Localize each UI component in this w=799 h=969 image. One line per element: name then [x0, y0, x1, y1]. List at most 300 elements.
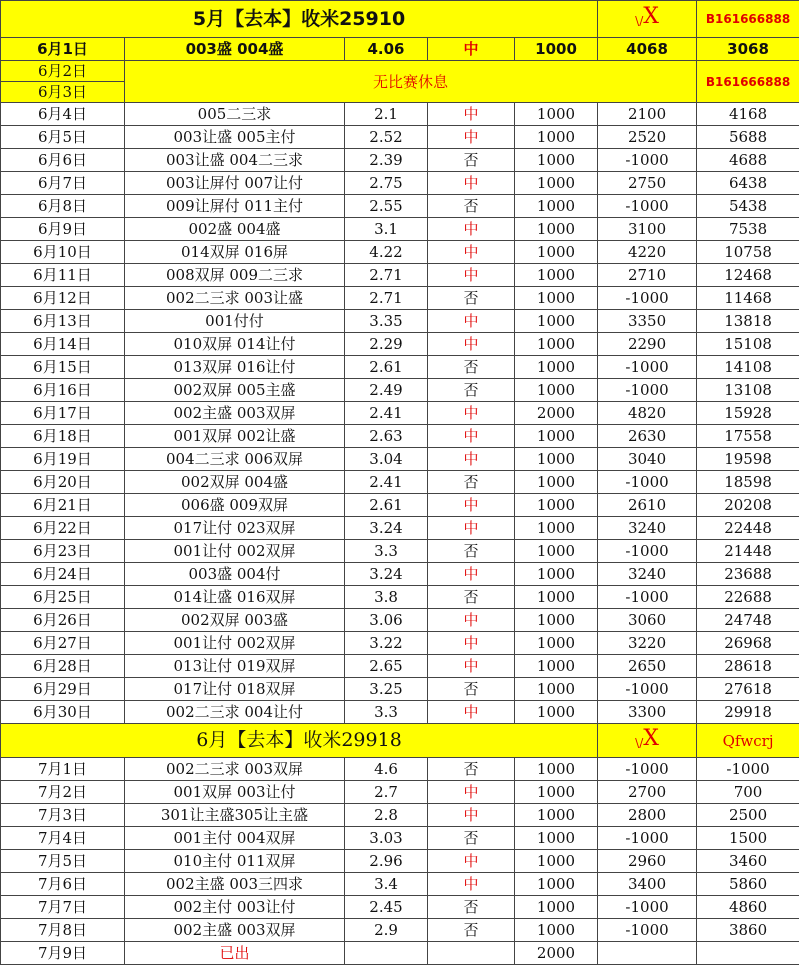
- profit-cell: 2960: [598, 850, 697, 873]
- date-cell: 6月9日: [1, 218, 125, 241]
- balance-cell: 22688: [697, 586, 799, 609]
- balance-cell: 4688: [697, 149, 799, 172]
- date-cell: 6月3日: [1, 82, 125, 103]
- odds-cell: 2.29: [345, 333, 428, 356]
- odds-cell: 2.49: [345, 379, 428, 402]
- balance-cell: 2500: [697, 804, 799, 827]
- stake-cell: 1000: [515, 448, 598, 471]
- date-cell: 6月22日: [1, 517, 125, 540]
- table-row: [1, 827, 799, 850]
- profit-cell: 4820: [598, 402, 697, 425]
- pick-cell: 已出: [125, 942, 345, 965]
- odds-cell: 3.03: [345, 827, 428, 850]
- profit-cell: 2710: [598, 264, 697, 287]
- result-cell: 否: [428, 586, 515, 609]
- table-row: [1, 103, 799, 126]
- stake-cell: 1000: [515, 356, 598, 379]
- balance-cell: 5438: [697, 195, 799, 218]
- profit-cell: -1000: [598, 586, 697, 609]
- result-cell: 否: [428, 471, 515, 494]
- stake-cell: 1000: [515, 609, 598, 632]
- pick-cell: 003让屏付 007让付: [125, 172, 345, 195]
- stake-cell: 2000: [515, 402, 598, 425]
- date-cell: 6月20日: [1, 471, 125, 494]
- profit-cell: -1000: [598, 827, 697, 850]
- result-cell: 中: [428, 804, 515, 827]
- pick-cell: 001让付 002双屏: [125, 540, 345, 563]
- odds-cell: 2.61: [345, 494, 428, 517]
- stake-cell: 1000: [515, 172, 598, 195]
- balance-cell: 7538: [697, 218, 799, 241]
- stake-cell: 1000: [515, 333, 598, 356]
- odds-cell: 2.65: [345, 655, 428, 678]
- odds-cell: 2.61: [345, 356, 428, 379]
- pending-row: [1, 942, 799, 965]
- result-cell: 中: [428, 632, 515, 655]
- pick-cell: 014双屏 016屏: [125, 241, 345, 264]
- date-cell: 7月9日: [1, 942, 125, 965]
- result-cell: 中: [428, 333, 515, 356]
- balance-cell: 3068: [697, 38, 799, 61]
- table-row: [1, 850, 799, 873]
- date-cell: 6月12日: [1, 287, 125, 310]
- stake-cell: 1000: [515, 919, 598, 942]
- pick-cell: 003盛 004付: [125, 563, 345, 586]
- result-cell: 中: [428, 172, 515, 195]
- odds-cell: 3.35: [345, 310, 428, 333]
- profit-cell: 2610: [598, 494, 697, 517]
- result-cell: 中: [428, 103, 515, 126]
- balance-cell: 13818: [697, 310, 799, 333]
- stake-cell: 1000: [515, 896, 598, 919]
- date-cell: 6月14日: [1, 333, 125, 356]
- june-title: 6月【去本】收米29918: [1, 724, 598, 758]
- odds-cell: 3.3: [345, 540, 428, 563]
- table-row: [1, 264, 799, 287]
- pick-cell: 013双屏 016让付: [125, 356, 345, 379]
- odds-cell: 3.24: [345, 563, 428, 586]
- table-row: [1, 287, 799, 310]
- table-row: [1, 218, 799, 241]
- table-row: [1, 896, 799, 919]
- odds-cell: 3.3: [345, 701, 428, 724]
- profit-cell: 3240: [598, 517, 697, 540]
- pick-cell: 002二三求 003双屏: [125, 758, 345, 781]
- balance-cell: 29918: [697, 701, 799, 724]
- balance-cell: 10758: [697, 241, 799, 264]
- pick-cell: 014让盛 016双屏: [125, 586, 345, 609]
- odds-cell: 2.52: [345, 126, 428, 149]
- date-cell: 6月30日: [1, 701, 125, 724]
- result-cell: 否: [428, 827, 515, 850]
- profit-cell: 3220: [598, 632, 697, 655]
- table-row: [1, 758, 799, 781]
- stake-cell: 1000: [515, 287, 598, 310]
- balance-cell: 5688: [697, 126, 799, 149]
- may-header-row: [1, 1, 799, 38]
- odds-cell: 2.71: [345, 264, 428, 287]
- pick-cell: 017让付 018双屏: [125, 678, 345, 701]
- balance-cell: 18598: [697, 471, 799, 494]
- profit-cell: 2100: [598, 103, 697, 126]
- table-row: [1, 586, 799, 609]
- table-row: [1, 149, 799, 172]
- pick-cell: 001主付 004双屏: [125, 827, 345, 850]
- odds-cell: 2.96: [345, 850, 428, 873]
- date-cell: 6月23日: [1, 540, 125, 563]
- stake-cell: 1000: [515, 701, 598, 724]
- date-cell: 7月7日: [1, 896, 125, 919]
- date-cell: 6月29日: [1, 678, 125, 701]
- date-cell: 6月16日: [1, 379, 125, 402]
- balance-cell: 26968: [697, 632, 799, 655]
- profit-cell: -1000: [598, 758, 697, 781]
- profit-cell: 3060: [598, 609, 697, 632]
- odds-cell: 2.7: [345, 781, 428, 804]
- table-row: [1, 781, 799, 804]
- may-code: B161666888: [697, 1, 799, 38]
- profit-cell: 3100: [598, 218, 697, 241]
- balance-cell: 21448: [697, 540, 799, 563]
- pick-cell: 008双屏 009二三求: [125, 264, 345, 287]
- balance-cell: 700: [697, 781, 799, 804]
- balance-cell: 12468: [697, 264, 799, 287]
- balance-cell: 4860: [697, 896, 799, 919]
- date-cell: 6月18日: [1, 425, 125, 448]
- pick-cell: 010双屏 014让付: [125, 333, 345, 356]
- odds-cell: 2.63: [345, 425, 428, 448]
- result-cell: 中: [428, 218, 515, 241]
- result-cell: 否: [428, 149, 515, 172]
- result-cell: 否: [428, 356, 515, 379]
- stake-cell: 1000: [515, 873, 598, 896]
- table-row: [1, 655, 799, 678]
- stake-cell: 1000: [515, 781, 598, 804]
- profit-cell: 3040: [598, 448, 697, 471]
- profit-cell: 3400: [598, 873, 697, 896]
- may-title: 5月【去本】收米25910: [1, 1, 598, 38]
- stake-cell: 1000: [515, 758, 598, 781]
- stake-cell: 1000: [515, 850, 598, 873]
- pick-cell: 001付付: [125, 310, 345, 333]
- balance-cell: 15928: [697, 402, 799, 425]
- pick-cell: 005二三求: [125, 103, 345, 126]
- stake-cell: 1000: [515, 632, 598, 655]
- profit-cell: -1000: [598, 379, 697, 402]
- result-cell: 否: [428, 758, 515, 781]
- table-row: [1, 126, 799, 149]
- result-cell: 中: [428, 655, 515, 678]
- table-row: [1, 425, 799, 448]
- profit-cell: 2700: [598, 781, 697, 804]
- stake-cell: 1000: [515, 655, 598, 678]
- table-row: [1, 609, 799, 632]
- result-cell: 否: [428, 379, 515, 402]
- result-cell: 否: [428, 287, 515, 310]
- date-cell: 6月10日: [1, 241, 125, 264]
- date-cell: 6月26日: [1, 609, 125, 632]
- pick-cell: 002盛 004盛: [125, 218, 345, 241]
- balance-cell: [697, 942, 799, 965]
- balance-cell: 28618: [697, 655, 799, 678]
- stake-cell: 1000: [515, 379, 598, 402]
- stake-cell: 1000: [515, 103, 598, 126]
- result-cell: 否: [428, 919, 515, 942]
- table-row: [1, 701, 799, 724]
- profit-cell: 2750: [598, 172, 697, 195]
- balance-cell: 3860: [697, 919, 799, 942]
- result-cell: 中: [428, 402, 515, 425]
- stake-cell: 1000: [515, 678, 598, 701]
- profit-cell: 3350: [598, 310, 697, 333]
- profit-cell: -1000: [598, 356, 697, 379]
- odds-cell: 3.06: [345, 609, 428, 632]
- date-cell: 6月8日: [1, 195, 125, 218]
- date-cell: 6月11日: [1, 264, 125, 287]
- stake-cell: 1000: [515, 264, 598, 287]
- balance-cell: 15108: [697, 333, 799, 356]
- table-row: [1, 310, 799, 333]
- date-cell: 6月24日: [1, 563, 125, 586]
- pick-cell: 002主付 003让付: [125, 896, 345, 919]
- odds-cell: 2.55: [345, 195, 428, 218]
- pick-cell: 001让付 002双屏: [125, 632, 345, 655]
- table-row: [1, 804, 799, 827]
- stake-cell: 1000: [515, 540, 598, 563]
- odds-cell: 2.41: [345, 471, 428, 494]
- stake-cell: 1000: [515, 149, 598, 172]
- date-cell: 6月28日: [1, 655, 125, 678]
- table-row: [1, 471, 799, 494]
- stake-cell: 1000: [515, 195, 598, 218]
- profit-cell: -1000: [598, 678, 697, 701]
- profit-cell: -1000: [598, 195, 697, 218]
- result-cell: 中: [428, 781, 515, 804]
- odds-cell: 2.71: [345, 287, 428, 310]
- odds-cell: 4.6: [345, 758, 428, 781]
- date-cell: 7月6日: [1, 873, 125, 896]
- result-cell: 否: [428, 678, 515, 701]
- date-cell: 6月6日: [1, 149, 125, 172]
- date-cell: 6月15日: [1, 356, 125, 379]
- pick-cell: 002主盛 003三四求: [125, 873, 345, 896]
- odds-cell: [345, 942, 428, 965]
- table-row: [1, 678, 799, 701]
- profit-cell: -1000: [598, 540, 697, 563]
- profit-cell: 3300: [598, 701, 697, 724]
- balance-cell: 27618: [697, 678, 799, 701]
- table-row: [1, 919, 799, 942]
- date-cell: 6月17日: [1, 402, 125, 425]
- odds-cell: 3.1: [345, 218, 428, 241]
- balance-cell: 13108: [697, 379, 799, 402]
- odds-cell: 3.25: [345, 678, 428, 701]
- odds-cell: 3.4: [345, 873, 428, 896]
- table-row: [1, 540, 799, 563]
- pick-cell: 002二三求 003让盛: [125, 287, 345, 310]
- date-cell: 6月5日: [1, 126, 125, 149]
- result-cell: 中: [428, 701, 515, 724]
- date-cell: 6月27日: [1, 632, 125, 655]
- date-cell: 7月5日: [1, 850, 125, 873]
- profit-cell: -1000: [598, 919, 697, 942]
- result-cell: 中: [428, 38, 515, 61]
- pick-cell: 301让主盛305让主盛: [125, 804, 345, 827]
- table-row: [1, 379, 799, 402]
- rest-row: [1, 61, 799, 82]
- june-header-row: [1, 724, 799, 758]
- profit-cell: 4068: [598, 38, 697, 61]
- balance-cell: 4168: [697, 103, 799, 126]
- date-cell: 6月13日: [1, 310, 125, 333]
- stake-cell: 2000: [515, 942, 598, 965]
- result-cell: 中: [428, 264, 515, 287]
- table-row: [1, 632, 799, 655]
- result-cell: [428, 942, 515, 965]
- balance-cell: 11468: [697, 287, 799, 310]
- profit-cell: [598, 942, 697, 965]
- pick-cell: 009让屏付 011主付: [125, 195, 345, 218]
- result-cell: 中: [428, 609, 515, 632]
- date-cell: 6月2日: [1, 61, 125, 82]
- odds-cell: 3.04: [345, 448, 428, 471]
- profit-cell: 2800: [598, 804, 697, 827]
- stake-cell: 1000: [515, 425, 598, 448]
- result-cell: 中: [428, 448, 515, 471]
- pick-cell: 001双屏 003让付: [125, 781, 345, 804]
- result-cell: 中: [428, 517, 515, 540]
- profit-cell: -1000: [598, 896, 697, 919]
- table-row: [1, 333, 799, 356]
- stake-cell: 1000: [515, 827, 598, 850]
- odds-cell: 2.1: [345, 103, 428, 126]
- balance-cell: 5860: [697, 873, 799, 896]
- table-row: [1, 241, 799, 264]
- result-cell: 中: [428, 126, 515, 149]
- stake-cell: 1000: [515, 310, 598, 333]
- stake-cell: 1000: [515, 517, 598, 540]
- table-row: [1, 448, 799, 471]
- result-cell: 中: [428, 425, 515, 448]
- odds-cell: 2.41: [345, 402, 428, 425]
- pick-cell: 002主盛 003双屏: [125, 402, 345, 425]
- stake-cell: 1000: [515, 494, 598, 517]
- table-row: [1, 563, 799, 586]
- pick-cell: 010主付 011双屏: [125, 850, 345, 873]
- balance-cell: 3460: [697, 850, 799, 873]
- result-cell: 否: [428, 540, 515, 563]
- profit-cell: 2290: [598, 333, 697, 356]
- profit-cell: 2520: [598, 126, 697, 149]
- date-cell: 6月25日: [1, 586, 125, 609]
- profit-cell: -1000: [598, 149, 697, 172]
- balance-cell: 20208: [697, 494, 799, 517]
- odds-cell: 3.8: [345, 586, 428, 609]
- balance-cell: -1000: [697, 758, 799, 781]
- odds-cell: 3.22: [345, 632, 428, 655]
- date-cell: 7月3日: [1, 804, 125, 827]
- balance-cell: 14108: [697, 356, 799, 379]
- odds-cell: 2.9: [345, 919, 428, 942]
- balance-cell: 22448: [697, 517, 799, 540]
- table-row: [1, 195, 799, 218]
- balance-cell: 23688: [697, 563, 799, 586]
- result-cell: 中: [428, 310, 515, 333]
- profit-cell: -1000: [598, 287, 697, 310]
- date-cell: 6月7日: [1, 172, 125, 195]
- table-row: [1, 494, 799, 517]
- result-cell: 中: [428, 494, 515, 517]
- table-row: [1, 402, 799, 425]
- table-row: [1, 873, 799, 896]
- profit-cell: 2650: [598, 655, 697, 678]
- profit-cell: -1000: [598, 471, 697, 494]
- table-row: [1, 517, 799, 540]
- profit-cell: 3240: [598, 563, 697, 586]
- date-cell: 7月2日: [1, 781, 125, 804]
- odds-cell: 2.39: [345, 149, 428, 172]
- odds-cell: 2.75: [345, 172, 428, 195]
- odds-cell: 4.06: [345, 38, 428, 61]
- result-cell: 中: [428, 850, 515, 873]
- table-row: [1, 172, 799, 195]
- pick-cell: 002双屏 005主盛: [125, 379, 345, 402]
- table-row: [1, 356, 799, 379]
- pick-cell: 001双屏 002让盛: [125, 425, 345, 448]
- stake-cell: 1000: [515, 586, 598, 609]
- stake-cell: 1000: [515, 804, 598, 827]
- profit-cell: 4220: [598, 241, 697, 264]
- first-day-row: [1, 38, 799, 61]
- pick-cell: 002主盛 003双屏: [125, 919, 345, 942]
- odds-cell: 4.22: [345, 241, 428, 264]
- result-cell: 中: [428, 563, 515, 586]
- odds-cell: 2.45: [345, 896, 428, 919]
- stake-cell: 1000: [515, 563, 598, 586]
- odds-cell: 2.8: [345, 804, 428, 827]
- pick-cell: 002双屏 003盛: [125, 609, 345, 632]
- balance-cell: 19598: [697, 448, 799, 471]
- balance-cell: 6438: [697, 172, 799, 195]
- pick-cell: 002双屏 004盛: [125, 471, 345, 494]
- cross-mark-icon: \/X: [598, 724, 697, 758]
- pick-cell: 003让盛 004二三求: [125, 149, 345, 172]
- result-cell: 中: [428, 873, 515, 896]
- pick-cell: 002二三求 004让付: [125, 701, 345, 724]
- cross-mark-icon: \/X: [598, 1, 697, 38]
- date-cell: 6月21日: [1, 494, 125, 517]
- profit-cell: 2630: [598, 425, 697, 448]
- date-cell: 7月1日: [1, 758, 125, 781]
- june-code: Qfwcrj: [697, 724, 799, 758]
- pick-cell: 006盛 009双屏: [125, 494, 345, 517]
- odds-cell: 3.24: [345, 517, 428, 540]
- date-cell: 7月8日: [1, 919, 125, 942]
- result-cell: 否: [428, 896, 515, 919]
- pick-cell: 003盛 004盛: [125, 38, 345, 61]
- balance-cell: 17558: [697, 425, 799, 448]
- pick-cell: 017让付 023双屏: [125, 517, 345, 540]
- stake-cell: 1000: [515, 241, 598, 264]
- stake-cell: 1000: [515, 38, 598, 61]
- result-cell: 中: [428, 241, 515, 264]
- date-cell: 7月4日: [1, 827, 125, 850]
- result-cell: 否: [428, 195, 515, 218]
- date-cell: 6月1日: [1, 38, 125, 61]
- stake-cell: 1000: [515, 126, 598, 149]
- date-cell: 6月4日: [1, 103, 125, 126]
- rest-code: B161666888: [697, 61, 799, 103]
